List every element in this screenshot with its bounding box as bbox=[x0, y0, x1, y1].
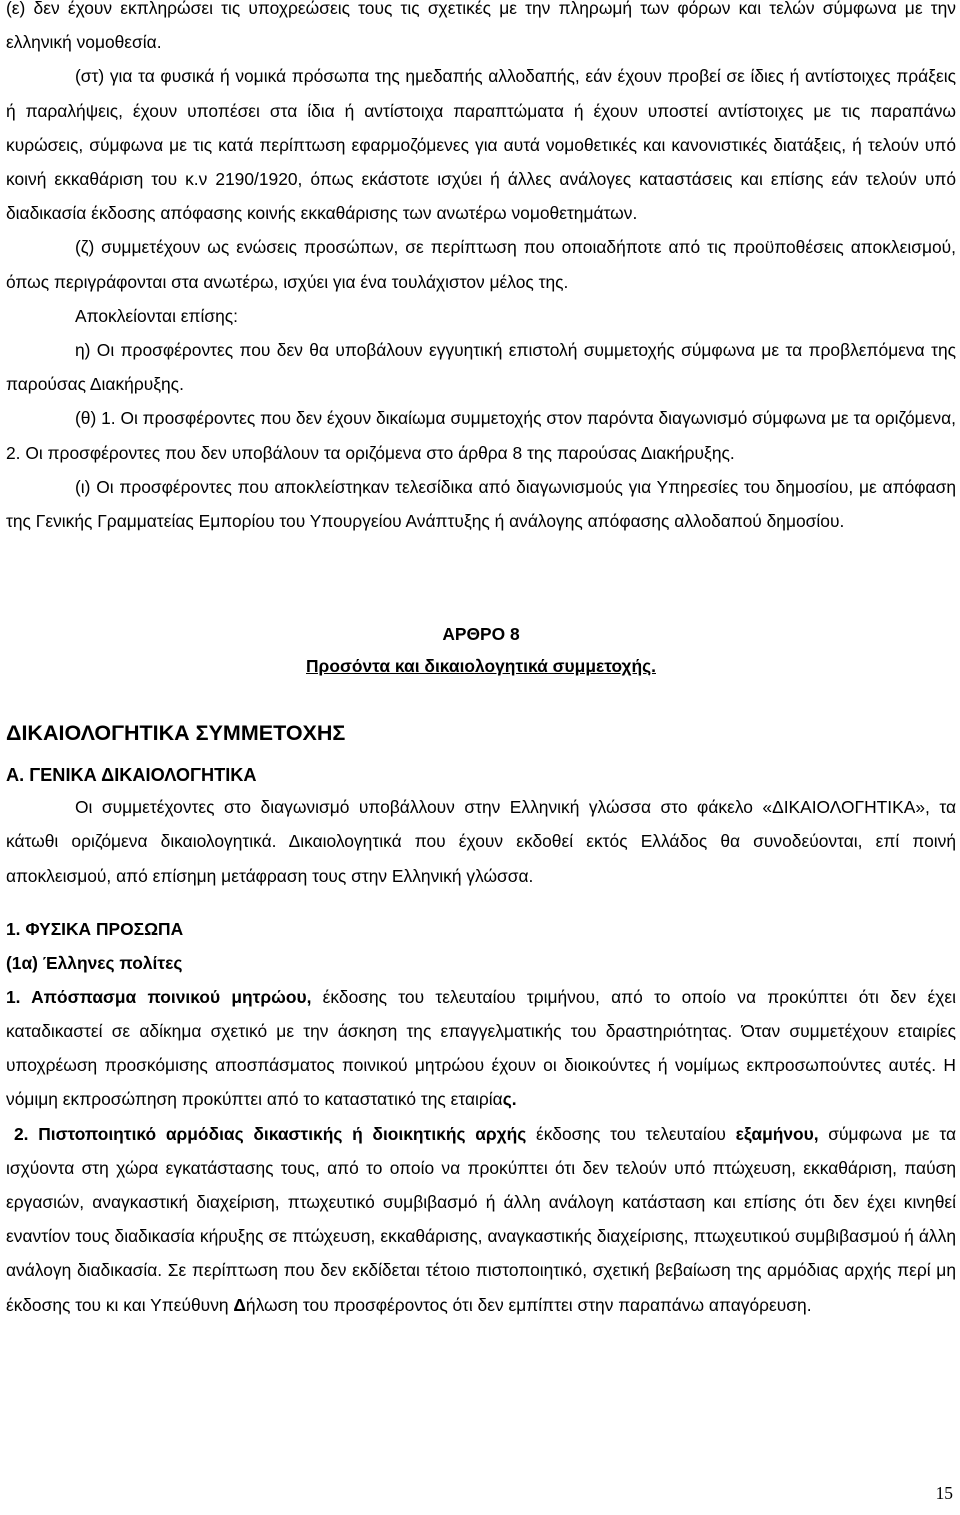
item-2-bold-word: εξαμήνου, bbox=[735, 1123, 819, 1144]
spacer bbox=[6, 893, 956, 912]
item-2-text-c: ήλωση του προσφέροντος ότι δεν εμπίπτει στην παραπάνω απαγόρευση. bbox=[245, 1294, 812, 1315]
heading-natural-persons: 1. ΦΥΣΙΚΑ ΠΡΟΣΩΠΑ bbox=[6, 918, 184, 939]
paragraph-th: (θ) 1. Οι προσφέροντες που δεν έχουν δικαίωμα συμμετοχής στον παρόντα διαγωνισμό σύμφωνα με τα οριζόμενα, 2. Οι προσφέροντες που δεν υποβάλουν τα οριζόμενα στο άρθρα 8 της παρούσας Διακήρυξης. bbox=[6, 408, 956, 463]
page-number: 15 bbox=[935, 1483, 953, 1503]
heading-greek-citizens: (1α) Έλληνες πολίτες bbox=[6, 952, 183, 973]
paragraph-z: (ζ) συμμετέχουν ως ενώσεις προσώπων, σε περίπτωση που οποιαδήποτε από τις προϋποθέσεις αποκλεισμού, όπως περιγράφονται στα ανωτέρω, ισχύει για ένα τουλάχιστον μέλος της. bbox=[6, 237, 956, 292]
general-text: Οι συμμετέχοντες στο διαγωνισμό υποβάλλουν στην Ελληνική γλώσσα στο φάκελο «ΔΙΚΑΙΟΛΟΓΗΤΙΚΑ», τα κάτωθι οριζόμενα δικαιολογητικά. Δικαιολογητικά που έχουν εκδοθεί εκτός Ελλάδος θα συνοδεύονται, επί ποινή αποκλεισμού, από επίσημη μετάφραση τους στην Ελληνική γλώσσα. bbox=[6, 797, 956, 886]
item-2 bbox=[6, 1117, 956, 1322]
page-content bbox=[6, 0, 956, 1322]
paragraph-e: (ε) δεν έχουν εκπληρώσει τις υποχρεώσεις τους τις σχετικές με την πληρωμή των φόρων και τελών σύμφωνα με την ελληνική νομοθεσία. bbox=[6, 0, 956, 53]
paragraph-h: η) Οι προσφέροντες που δεν θα υποβάλουν εγγυητική επιστολή συμμετοχής σύμφωνα με τα προβλεπόμενα της παρούσας Διακήρυξης. bbox=[6, 340, 956, 395]
item-1 bbox=[6, 980, 956, 1117]
article-title: Προσόντα και δικαιολογητικά συμμετοχής. bbox=[306, 656, 656, 677]
item-1-text: έκδοσης του τελευταίου τριμήνου, από το οποίο να προκύπτει ότι δεν έχει καταδικαστεί σε αδίκημα σχετικό με την άσκηση της επαγγελματικής του δραστηριότητας. Όταν συμμετέχουν εταιρίες υποχρέωση προσκόμισης αποσπάσματος ποινικού μητρώου έχουν οι διοικούντες ή νομίμως εκπροσωπούντες αυτές. Η νόμιμη εκπροσώπηση προκύπτει από το καταστατικό της εταιρία bbox=[6, 986, 956, 1110]
item-1-end: ς. bbox=[502, 1089, 517, 1110]
item-2-title: 2. Πιστοποιητικό αρμόδιας δικαστικής ή διοικητικής αρχής bbox=[14, 1123, 527, 1144]
item-2-text-b: σύμφωνα με τα ισχύοντα στη χώρα εγκατάστασης τους, από το οποίο να προκύπτει ότι δεν τελούν υπό πτώχευση, εκκαθάριση, παύση εργασιών, αναγκαστική διαχείριση, πτωχευτικό συμβιβασμό ή άλλη ανάλογη κατάσταση και επίσης ότι δεν έχει κινηθεί εναντίον τους διαδικασία κήρυξης σε πτώχευση, εκκαθάρισης, αναγκαστικής διαχείρισης, πτωχευτικού συμβιβασμού ή άλλη ανάλογη διαδικασία. Σε περίπτωση που δεν εκδίδεται τέτοιο πιστοποιητικό, σχετική βεβαίωση της αρμόδιας αρχής περί μη έκδοσης του κι και Υπεύθυνη bbox=[6, 1123, 957, 1315]
heading-main: ΔΙΚΑΙΟΛΟΓΗΤΙΚΑ ΣΥΜΜΕΤΟΧΗΣ bbox=[6, 721, 346, 746]
article-number: ΑΡΘΡΟ 8 bbox=[442, 624, 520, 645]
item-2-bold-letter: Δ bbox=[233, 1294, 246, 1315]
paragraph-st: (στ) για τα φυσικά ή νομικά πρόσωπα της ημεδαπής αλλοδαπής, εάν έχουν προβεί σε ίδιες ή αντίστοιχες πράξεις ή παραλήψεις, έχουν υποπέσει στα ίδια ή αντίστοιχα παραπτώματα ή έχουν υποστεί αντίστοιχες με τις παραπάνω κυρώσεις, σύμφωνα με τις κατά περίπτωση εφαρμοζόμενες για αυτά νομοθετικές και κανονιστικές διατάξεις, ή τελούν υπό κοινή εκκαθάριση του κ.ν 2190/1920, όπως εκάστοτε ισχύει ή άλλες ανάλογες καταστάσεις και επίσης εάν τελούν υπό διαδικασία έκδοσης απόφασης κοινής εκκαθάρισης των ανωτέρω νομοθετημάτων. bbox=[6, 66, 956, 224]
item-1-title: 1. Απόσπασμα ποινικού μητρώου, bbox=[6, 986, 312, 1007]
paragraph-also-excluded: Αποκλείονται επίσης: bbox=[75, 305, 239, 326]
item-2-text-a: έκδοσης του τελευταίου bbox=[526, 1123, 736, 1144]
paragraph-i: (ι) Οι προσφέροντες που αποκλείστηκαν τελεσίδικα από διαγωνισμούς για Υπηρεσίες του δημοσίου, με απόφαση της Γενικής Γραμματείας Εμπορίου του Υπουργείου Ανάπτυξης ή ανάλογης απόφασης αλλοδαπού δημοσίου. bbox=[6, 476, 956, 532]
heading-general: Α. ΓΕΝΙΚΑ ΔΙΚΑΙΟΛΟΓΗΤΙΚΑ bbox=[6, 765, 257, 786]
